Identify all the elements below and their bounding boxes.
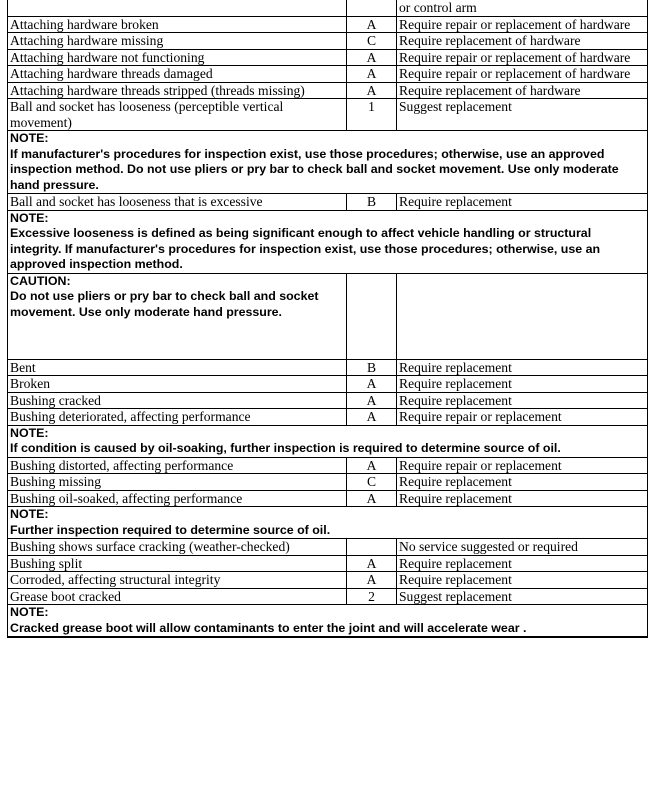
condition-cell: Broken [8, 376, 347, 393]
code-cell [347, 637, 397, 638]
note-row [8, 131, 648, 194]
table-row [8, 409, 648, 426]
action-cell: or control arm [397, 0, 648, 16]
condition-cell: Grease boot cracked [8, 588, 347, 605]
action-cell: Require replacement [397, 474, 648, 491]
note-heading: NOTE: [10, 131, 49, 145]
action-cell [397, 273, 648, 359]
condition-cell: Bushing oil-soaked, affecting performance [8, 490, 347, 507]
condition-cell: Bushing missing [8, 474, 347, 491]
table-row [8, 539, 648, 556]
note-cell [8, 210, 648, 273]
note-cell [8, 605, 648, 637]
table-row [8, 588, 648, 605]
table-row [8, 16, 648, 33]
action-cell: Require replacement [397, 376, 648, 393]
action-cell: Require repair or replacement of hardware [397, 66, 648, 83]
code-cell: A [347, 376, 397, 393]
condition-cell: Bushing distorted, affecting performance [8, 457, 347, 474]
code-cell: A [347, 555, 397, 572]
note-row [8, 605, 648, 637]
condition-cell: Attaching hardware threads damaged [8, 66, 347, 83]
code-cell [347, 273, 397, 359]
code-cell: A [347, 409, 397, 426]
condition-cell: Bent [8, 359, 347, 376]
code-cell: B [347, 194, 397, 211]
code-cell: 2 [347, 588, 397, 605]
action-cell: Require repair or replacement of hardware [397, 16, 648, 33]
code-cell [347, 539, 397, 556]
code-cell: A [347, 572, 397, 589]
note-text: Further inspection required to determine source of oil. [10, 522, 331, 537]
condition-cell: Bushing cracked [8, 392, 347, 409]
action-cell: Require replacement [397, 194, 648, 211]
table-row [8, 49, 648, 66]
table-row [8, 376, 648, 393]
table-row [8, 555, 648, 572]
action-cell [397, 637, 648, 638]
table-row [8, 359, 648, 376]
note-cell [8, 131, 648, 194]
note-text: If manufacturer's procedures for inspection exist, use those procedures; otherwise, use an approved inspection method. Do not use pliers or pry bar to check ball and socket movement. Use only moderate hand pressure. [10, 146, 619, 192]
note-text: If condition is caused by oil-soaking, further inspection is required to determine source of oil. [10, 441, 561, 455]
action-cell: Require replacement [397, 572, 648, 589]
code-cell: A [347, 490, 397, 507]
action-cell: Require replacement [397, 490, 648, 507]
action-cell: Suggest replacement [397, 99, 648, 131]
code-cell: A [347, 66, 397, 83]
condition-cell: Ball and socket has looseness that is excessive [8, 194, 347, 211]
table-row [8, 33, 648, 50]
note-row [8, 210, 648, 273]
inspection-table [7, 0, 648, 638]
table-row [8, 637, 648, 638]
code-cell: C [347, 33, 397, 50]
table-row [8, 457, 648, 474]
note-row [8, 507, 648, 539]
condition-cell: Bushing shows surface cracking (weather-checked) [8, 539, 347, 556]
table-row [8, 82, 648, 99]
code-cell: A [347, 392, 397, 409]
action-cell: Require replacement [397, 392, 648, 409]
action-cell: Require replacement [397, 359, 648, 376]
table-row [8, 66, 648, 83]
table-row [8, 99, 648, 131]
note-heading: NOTE: [10, 210, 49, 225]
note-cell [8, 507, 648, 539]
condition-cell: Attaching hardware missing [8, 33, 347, 50]
note-heading: NOTE: [10, 425, 49, 440]
inspection-table-body [8, 0, 648, 638]
caution-text: Do not use pliers or pry bar to check ball and socket movement. Use only moderate hand pressure. [10, 289, 319, 319]
table-row [8, 572, 648, 589]
condition-cell: Attaching hardware broken [8, 16, 347, 33]
action-cell: Require replacement of hardware [397, 82, 648, 99]
note-heading: NOTE: [10, 507, 49, 521]
action-cell: Require repair or replacement [397, 457, 648, 474]
table-row [8, 474, 648, 491]
table-row [8, 0, 648, 16]
condition-cell: Attaching hardware not functioning [8, 49, 347, 66]
code-cell: A [347, 82, 397, 99]
condition-cell [8, 0, 347, 16]
table-row [8, 392, 648, 409]
caution-cell [8, 273, 347, 359]
code-cell: A [347, 457, 397, 474]
condition-cell: Attaching hardware threads stripped (threads missing) [8, 82, 347, 99]
action-cell: Require repair or replacement of hardware [397, 49, 648, 66]
note-text: Excessive looseness is defined as being significant enough to affect vehicle handling or structural integrity. If manufacturer's procedures for inspection exist, use those procedures; otherwise, use an approved inspection method. [10, 226, 601, 271]
condition-cell: Bushing split [8, 555, 347, 572]
action-cell: Require repair or replacement [397, 409, 648, 426]
code-cell: C [347, 474, 397, 491]
code-cell: 1 [347, 99, 397, 131]
note-heading: NOTE: [10, 605, 49, 619]
caution-heading: CAUTION: [10, 273, 71, 288]
note-row [8, 425, 648, 457]
action-cell: Require replacement [397, 555, 648, 572]
condition-cell [8, 637, 347, 638]
code-cell: A [347, 16, 397, 33]
condition-cell: Ball and socket has looseness (perceptible vertical movement) [8, 99, 347, 131]
code-cell [347, 0, 397, 16]
action-cell: No service suggested or required [397, 539, 648, 556]
action-cell: Require replacement of hardware [397, 33, 648, 50]
code-cell: A [347, 49, 397, 66]
table-row [8, 194, 648, 211]
condition-cell: Corroded, affecting structural integrity [8, 572, 347, 589]
table-row [8, 490, 648, 507]
condition-cell: Bushing deteriorated, affecting performance [8, 409, 347, 426]
caution-row [8, 273, 648, 359]
note-text: Cracked grease boot will allow contaminants to enter the joint and will accelerate wear . [10, 620, 527, 635]
code-cell: B [347, 359, 397, 376]
action-cell: Suggest replacement [397, 588, 648, 605]
note-cell [8, 425, 648, 457]
